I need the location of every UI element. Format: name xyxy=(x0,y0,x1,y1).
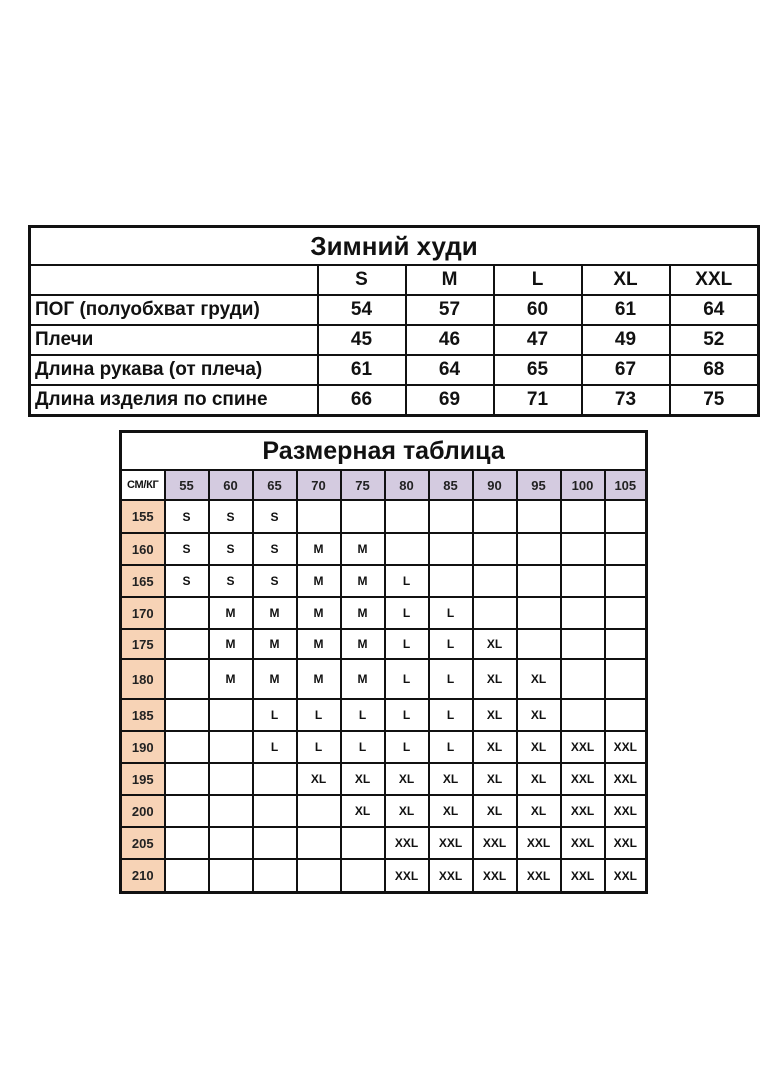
size-cell xyxy=(165,795,209,827)
size-cell xyxy=(253,763,297,795)
size-header: XL xyxy=(582,265,670,295)
size-cell: M xyxy=(209,659,253,699)
size-cell xyxy=(165,859,209,893)
size-cell xyxy=(429,565,473,597)
weight-header: 65 xyxy=(253,470,297,500)
height-header: 195 xyxy=(121,763,165,795)
measurement-value: 71 xyxy=(494,385,582,416)
size-cell: XL xyxy=(297,763,341,795)
measurement-value: 61 xyxy=(318,355,406,385)
size-cell xyxy=(165,629,209,659)
size-cell: L xyxy=(385,597,429,629)
size-cell: M xyxy=(341,533,385,565)
size-cell: M xyxy=(341,597,385,629)
size-cell xyxy=(341,859,385,893)
height-header: 205 xyxy=(121,827,165,859)
weight-header: 80 xyxy=(385,470,429,500)
size-cell: XXL xyxy=(385,859,429,893)
size-cell: L xyxy=(429,597,473,629)
size-cell: S xyxy=(253,565,297,597)
size-cell: XL xyxy=(473,699,517,731)
size-cell xyxy=(209,699,253,731)
size-chart-row xyxy=(121,533,647,565)
size-cell: M xyxy=(297,659,341,699)
empty-header-cell xyxy=(30,265,318,295)
size-cell: L xyxy=(297,699,341,731)
size-cell xyxy=(165,699,209,731)
size-cell: XXL xyxy=(605,763,647,795)
size-chart-table xyxy=(119,430,648,894)
size-cell: M xyxy=(341,565,385,597)
size-header-row xyxy=(30,265,759,295)
size-cell xyxy=(561,659,605,699)
measurement-value: 49 xyxy=(582,325,670,355)
size-cell xyxy=(605,659,647,699)
weight-header: 75 xyxy=(341,470,385,500)
size-cell xyxy=(517,500,561,533)
size-cell: XL xyxy=(473,763,517,795)
size-cell xyxy=(253,827,297,859)
size-cell xyxy=(473,597,517,629)
height-header: 185 xyxy=(121,699,165,731)
size-cell xyxy=(605,699,647,731)
size-cell: XXL xyxy=(605,859,647,893)
measurements-title: Зимний худи xyxy=(30,227,759,266)
size-cell: XXL xyxy=(561,795,605,827)
size-cell xyxy=(165,731,209,763)
size-cell: S xyxy=(165,500,209,533)
measurement-label: Длина рукава (от плеча) xyxy=(30,355,318,385)
size-cell xyxy=(341,827,385,859)
size-chart-row xyxy=(121,795,647,827)
size-cell xyxy=(209,731,253,763)
size-cell xyxy=(561,500,605,533)
measurement-value: 67 xyxy=(582,355,670,385)
size-chart-row xyxy=(121,659,647,699)
size-cell: M xyxy=(297,533,341,565)
size-cell xyxy=(473,500,517,533)
size-cell: XXL xyxy=(561,763,605,795)
size-cell: L xyxy=(385,699,429,731)
size-cell xyxy=(473,565,517,597)
height-header: 210 xyxy=(121,859,165,893)
size-chart-row xyxy=(121,565,647,597)
size-cell: S xyxy=(165,533,209,565)
height-header: 155 xyxy=(121,500,165,533)
size-header: M xyxy=(406,265,494,295)
size-cell xyxy=(473,533,517,565)
size-cell xyxy=(165,827,209,859)
measurement-value: 65 xyxy=(494,355,582,385)
size-cell xyxy=(429,500,473,533)
weight-header: 105 xyxy=(605,470,647,500)
size-cell xyxy=(209,763,253,795)
size-chart-title: Размерная таблица xyxy=(121,432,647,471)
size-cell: XXL xyxy=(605,731,647,763)
size-cell: M xyxy=(341,659,385,699)
size-cell xyxy=(605,565,647,597)
weight-header: 60 xyxy=(209,470,253,500)
height-header: 190 xyxy=(121,731,165,763)
size-cell xyxy=(253,859,297,893)
size-cell: L xyxy=(341,699,385,731)
size-chart-row xyxy=(121,827,647,859)
measurement-row xyxy=(30,385,759,416)
size-cell: L xyxy=(253,699,297,731)
size-cell xyxy=(385,533,429,565)
size-cell xyxy=(517,597,561,629)
size-cell: M xyxy=(209,629,253,659)
size-cell: XL xyxy=(429,795,473,827)
size-cell: XXL xyxy=(561,859,605,893)
size-cell: M xyxy=(253,597,297,629)
size-cell: XL xyxy=(385,795,429,827)
size-cell xyxy=(209,827,253,859)
size-cell xyxy=(297,500,341,533)
size-header: S xyxy=(318,265,406,295)
corner-label: СМ/КГ xyxy=(121,470,165,500)
size-cell: L xyxy=(385,565,429,597)
size-cell xyxy=(429,533,473,565)
size-cell: M xyxy=(253,629,297,659)
size-cell: S xyxy=(209,500,253,533)
size-cell: XL xyxy=(341,795,385,827)
measurement-value: 46 xyxy=(406,325,494,355)
height-header: 160 xyxy=(121,533,165,565)
size-cell: XXL xyxy=(517,827,561,859)
size-cell xyxy=(517,629,561,659)
size-cell: XL xyxy=(429,763,473,795)
measurement-value: 75 xyxy=(670,385,759,416)
size-cell xyxy=(605,629,647,659)
size-cell: XL xyxy=(517,731,561,763)
measurement-label: Плечи xyxy=(30,325,318,355)
size-cell xyxy=(605,500,647,533)
measurement-value: 52 xyxy=(670,325,759,355)
measurement-label: Длина изделия по спине xyxy=(30,385,318,416)
size-cell: S xyxy=(209,565,253,597)
height-header: 170 xyxy=(121,597,165,629)
size-cell: L xyxy=(429,699,473,731)
size-cell: XL xyxy=(473,659,517,699)
size-cell: L xyxy=(253,731,297,763)
size-cell: M xyxy=(209,597,253,629)
weight-header: 90 xyxy=(473,470,517,500)
weight-header-row xyxy=(121,470,647,500)
measurement-value: 60 xyxy=(494,295,582,325)
size-cell: XL xyxy=(517,763,561,795)
measurement-value: 54 xyxy=(318,295,406,325)
measurement-value: 47 xyxy=(494,325,582,355)
size-cell: M xyxy=(297,565,341,597)
height-header: 165 xyxy=(121,565,165,597)
height-header: 175 xyxy=(121,629,165,659)
size-cell xyxy=(165,659,209,699)
measurements-table xyxy=(28,225,760,417)
size-cell: L xyxy=(341,731,385,763)
size-cell: L xyxy=(429,629,473,659)
size-cell: L xyxy=(297,731,341,763)
measurement-value: 66 xyxy=(318,385,406,416)
size-cell: L xyxy=(385,731,429,763)
size-cell xyxy=(561,597,605,629)
size-cell: XXL xyxy=(605,795,647,827)
weight-header: 55 xyxy=(165,470,209,500)
size-chart-row xyxy=(121,731,647,763)
height-header: 180 xyxy=(121,659,165,699)
weight-header: 85 xyxy=(429,470,473,500)
size-cell xyxy=(561,533,605,565)
measurement-value: 61 xyxy=(582,295,670,325)
weight-header: 100 xyxy=(561,470,605,500)
size-header: XXL xyxy=(670,265,759,295)
size-chart-row xyxy=(121,629,647,659)
measurement-value: 69 xyxy=(406,385,494,416)
size-cell: XL xyxy=(517,795,561,827)
size-chart-row xyxy=(121,597,647,629)
size-cell: XL xyxy=(473,629,517,659)
size-cell xyxy=(209,859,253,893)
size-cell: S xyxy=(209,533,253,565)
size-header: L xyxy=(494,265,582,295)
size-cell: XL xyxy=(517,699,561,731)
measurement-value: 73 xyxy=(582,385,670,416)
measurement-row xyxy=(30,295,759,325)
size-cell xyxy=(561,629,605,659)
size-cell xyxy=(165,763,209,795)
size-cell: L xyxy=(385,629,429,659)
size-chart-row xyxy=(121,859,647,893)
measurement-row xyxy=(30,325,759,355)
size-cell: XL xyxy=(385,763,429,795)
measurement-row xyxy=(30,355,759,385)
size-chart-row xyxy=(121,763,647,795)
size-cell: XXL xyxy=(429,827,473,859)
size-cell xyxy=(561,699,605,731)
size-cell: S xyxy=(253,533,297,565)
size-cell: XL xyxy=(341,763,385,795)
size-cell xyxy=(385,500,429,533)
size-cell: L xyxy=(429,731,473,763)
measurement-value: 45 xyxy=(318,325,406,355)
size-cell: L xyxy=(429,659,473,699)
size-cell xyxy=(253,795,297,827)
size-cell: XL xyxy=(473,731,517,763)
size-cell: M xyxy=(297,629,341,659)
size-cell: XXL xyxy=(429,859,473,893)
size-cell xyxy=(341,500,385,533)
size-cell: XXL xyxy=(517,859,561,893)
size-cell: XL xyxy=(517,659,561,699)
size-cell xyxy=(517,565,561,597)
weight-header: 95 xyxy=(517,470,561,500)
size-cell: M xyxy=(253,659,297,699)
size-cell xyxy=(209,795,253,827)
measurement-value: 64 xyxy=(670,295,759,325)
size-cell xyxy=(605,597,647,629)
size-cell: XXL xyxy=(561,731,605,763)
size-cell: XXL xyxy=(473,827,517,859)
measurement-label: ПОГ (полуобхват груди) xyxy=(30,295,318,325)
measurement-value: 57 xyxy=(406,295,494,325)
size-chart-row xyxy=(121,500,647,533)
size-cell: S xyxy=(253,500,297,533)
size-cell: XXL xyxy=(385,827,429,859)
measurement-value: 68 xyxy=(670,355,759,385)
measurement-value: 64 xyxy=(406,355,494,385)
size-cell: XL xyxy=(473,795,517,827)
size-cell: XXL xyxy=(561,827,605,859)
size-cell xyxy=(561,565,605,597)
size-cell xyxy=(605,533,647,565)
size-cell: XXL xyxy=(605,827,647,859)
size-cell: M xyxy=(297,597,341,629)
height-header: 200 xyxy=(121,795,165,827)
size-cell: L xyxy=(385,659,429,699)
size-cell xyxy=(297,827,341,859)
size-cell: XXL xyxy=(473,859,517,893)
size-cell xyxy=(165,597,209,629)
size-cell: S xyxy=(165,565,209,597)
weight-header: 70 xyxy=(297,470,341,500)
size-cell xyxy=(517,533,561,565)
size-cell xyxy=(297,795,341,827)
size-chart-row xyxy=(121,699,647,731)
size-cell: M xyxy=(341,629,385,659)
size-cell xyxy=(297,859,341,893)
